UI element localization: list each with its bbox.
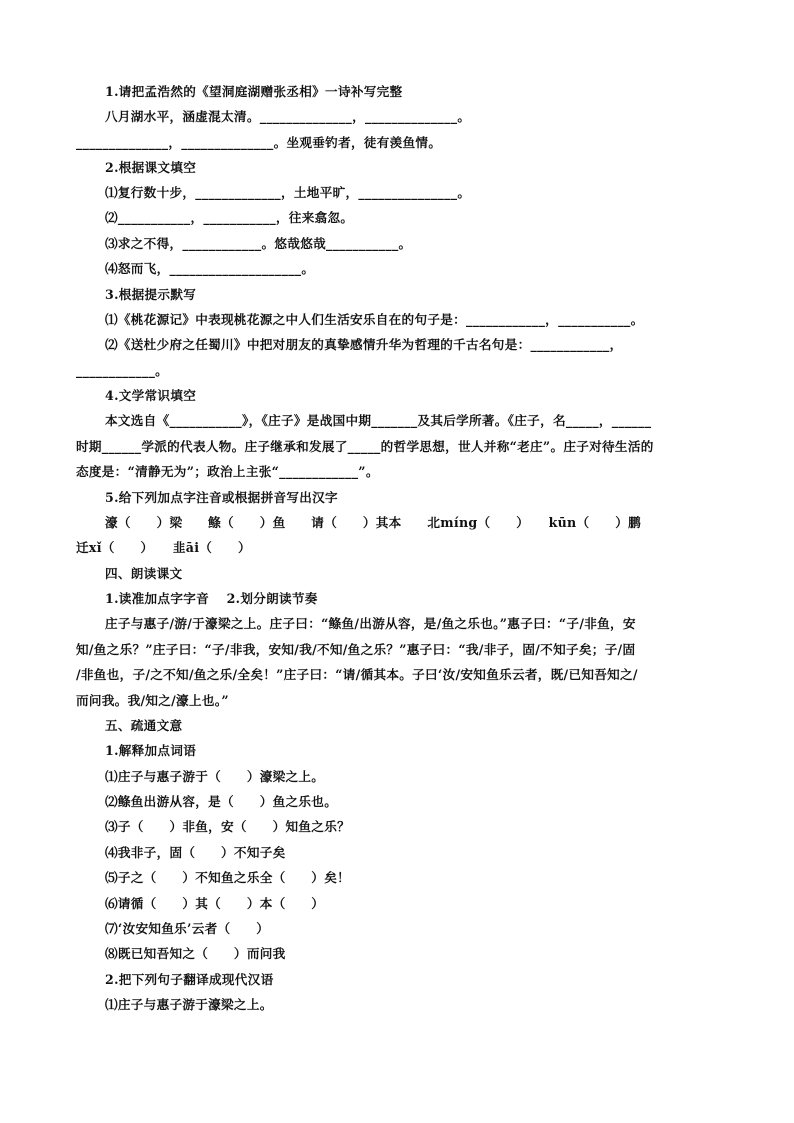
explain-item-5: ⑸子之（ ）不知鱼之乐全（ ）矣！ bbox=[105, 870, 350, 885]
explain-item-6: ⑹请循（ ）其（ ）本（ ） bbox=[105, 896, 325, 911]
q2-heading: 2.根据课文填空 bbox=[105, 160, 197, 175]
section-4-tasks: 1.读准加点字字音 2.划分朗读节奏 bbox=[105, 591, 318, 606]
explain-item-2: ⑵鲦鱼出游从容，是（ ）鱼之乐也。 bbox=[105, 794, 338, 809]
passage-line-1: 庄子与惠子/游/于濠梁之上。庄子曰：“鲦鱼/出游从容，是/鱼之乐也。”惠子曰：“子/非鱼，安 bbox=[105, 616, 636, 631]
q3-item-2-cont: ____________。 bbox=[76, 363, 169, 378]
q2-item-2: ⑵___________，___________，往来翕忽。 bbox=[105, 210, 354, 225]
explain-item-7: ⑺‘汝安知鱼乐’云者（ ） bbox=[105, 921, 270, 936]
explain-item-8: ⑻既已知吾知之（ ）而问我 bbox=[105, 946, 286, 961]
q3-item-1: ⑴《桃花源记》中表现桃花源之中人们生活安乐自在的句子是：____________，___________。 bbox=[105, 312, 644, 327]
q1-line-2: ______________，______________。坐观垂钓者，徒有羡鱼情。 bbox=[76, 135, 442, 150]
q2-item-3: ⑶求之不得，____________。悠哉悠哉___________。 bbox=[105, 236, 412, 251]
q1-heading: 1.请把孟浩然的《望洞庭湖赠张丞相》一诗补写完整 bbox=[105, 84, 403, 99]
q4-line-2: 时期______学派的代表人物。庄子继承和发展了_____的哲学思想，世人并称“老庄”。庄子对待生活的 bbox=[76, 439, 654, 454]
explain-item-3: ⑶子（ ）非鱼，安（ ）知鱼之乐？ bbox=[105, 819, 350, 834]
explain-heading: 1.解释加点词语 bbox=[105, 743, 197, 758]
q5-heading: 5.给下列加点字注音或根据拼音写出汉字 bbox=[105, 490, 338, 505]
translate-item-1: ⑴庄子与惠子游于濠梁之上。 bbox=[105, 997, 273, 1012]
explain-item-4: ⑷我非子，固（ ）不知子矣 bbox=[105, 845, 286, 860]
passage-line-4: 而问我。我/知之/濠上也。” bbox=[76, 693, 229, 708]
q4-line-1: 本文选自《___________》，《庄子》是战国中期_______及其后学所著。《庄子，名_____，______ bbox=[105, 413, 652, 428]
q2-item-1: ⑴复行数十步，_____________，土地平旷，_______________。 bbox=[105, 185, 471, 200]
q4-line-3: 态度是：“清静无为”；政治上主张“____________”。 bbox=[76, 464, 379, 479]
q5-line-2: 迁xǐ（ ） 韭āi（ ） bbox=[76, 540, 251, 555]
q5-line-1: 濠（ ）梁 鲦（ ）鱼 请（ ）其本 北míng（ ） kūn（ ）鹏 bbox=[105, 515, 641, 530]
translate-heading: 2.把下列句子翻译成现代汉语 bbox=[105, 972, 274, 987]
q4-heading: 4.文学常识填空 bbox=[105, 388, 197, 403]
q1-line-1: 八月湖水平，涵虚混太清。______________，______________。 bbox=[105, 109, 471, 124]
q3-heading: 3.根据提示默写 bbox=[105, 287, 197, 302]
passage-line-3: /非鱼也，子/之不知/鱼之乐/全矣！”庄子曰：“请/循其本。子曰‘汝/安知鱼乐云者，既/已知吾知之/ bbox=[76, 667, 638, 682]
passage-line-2: 知/鱼之乐？”庄子曰：“子/非我，安知/我/不知/鱼之乐？”惠子曰：“我/非子，固/不知子矣；子/固 bbox=[76, 642, 636, 657]
explain-item-1: ⑴庄子与惠子游于（ ）濠梁之上。 bbox=[105, 769, 325, 784]
q2-item-4: ⑷怒而飞，____________________。 bbox=[105, 261, 315, 276]
q3-item-2: ⑵《送杜少府之任蜀川》中把对朋友的真挚感情升华为哲理的千古名句是：____________， bbox=[105, 337, 623, 352]
section-5-heading: 五、疏通文意 bbox=[105, 718, 183, 733]
section-4-heading: 四、朗读课文 bbox=[105, 566, 183, 581]
